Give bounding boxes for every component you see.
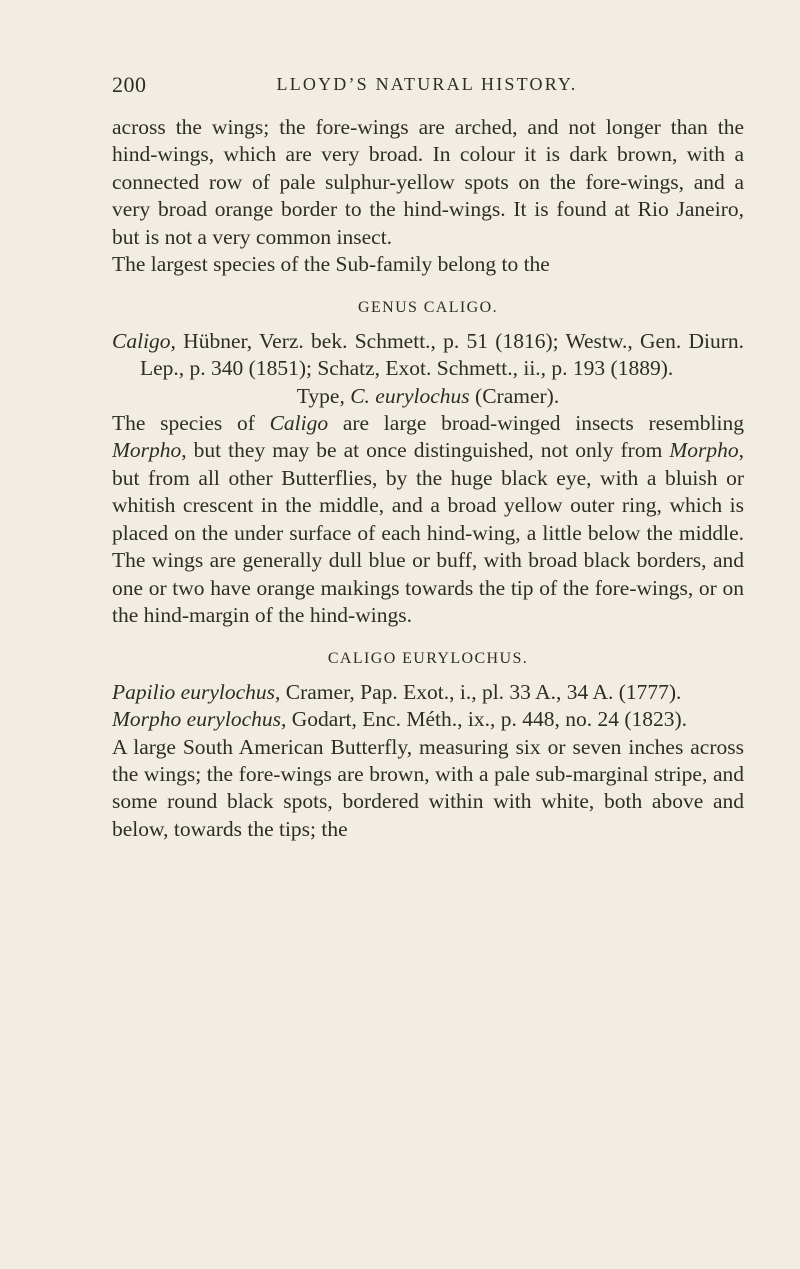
genus-desc-part-4: , but from all other Butterflies, by the huge black eye, with a bluish or whitish crescent in the middle, and a broad yellow outer ring, which is placed on the under surface of each hind-wing, a little below the middle. The wings are generally dull blue or buff, with broad black borders, and one or two have orange maıkings towards the tip of the fore-wings, or on the hind-margin of the hind-wings. xyxy=(112,438,744,627)
genus-desc-part-2: are large broad-winged insects resembling xyxy=(328,411,744,436)
species-description: A large South American Butterfly, measuring six or seven inches across the wings; the fore-wings are brown, with a pale sub-marginal stripe, and some round black spots, bordered within with white, both above and below, towards the tips; the xyxy=(112,734,744,841)
body-text xyxy=(112,114,744,843)
genus-desc-morpho-2: Morpho xyxy=(669,438,739,463)
type-species-name: C. eurylochus xyxy=(350,383,470,408)
genus-desc-caligo: Caligo xyxy=(269,411,329,436)
genus-citation-name: Caligo, xyxy=(112,328,176,353)
synonym-morpho-name: Morpho eurylochus xyxy=(112,707,281,732)
genus-citation xyxy=(112,328,744,383)
genus-desc-part-1: The species of xyxy=(112,411,270,436)
largest-species-text: The largest species of the Sub-family belong to the xyxy=(112,252,550,277)
genus-citation-rest: Hübner, Verz. bek. Schmett., p. 51 (1816); Westw., Gen. Diurn. Lep., p. 340 (1851); Schatz, Exot. Schmett., ii., p. 193 (1889). xyxy=(140,328,744,381)
synonym-papilio-rest: , Cramer, Pap. Exot., i., pl. 33 A., 34 A. (1777). xyxy=(275,679,682,704)
synonym-papilio xyxy=(112,679,744,706)
genus-type-line xyxy=(112,383,744,410)
type-prefix: Type, xyxy=(296,383,351,408)
genus-description xyxy=(112,410,744,629)
genus-desc-part-3: , but they may be at once distinguished, not only from xyxy=(181,438,670,463)
genus-heading: GENUS CALIGO. xyxy=(358,299,498,317)
type-suffix: (Cramer). xyxy=(469,383,560,408)
largest-species-line xyxy=(112,251,744,278)
synonym-morpho-rest: , Godart, Enc. Méth., ix., p. 448, no. 24 (1823). xyxy=(281,707,688,732)
genus-desc-morpho-1: Morpho xyxy=(112,438,182,463)
synonym-morpho xyxy=(112,706,744,733)
synonym-papilio-name: Papilio eurylochus xyxy=(112,679,276,704)
page-header xyxy=(112,72,702,106)
species-heading: CALIGO EURYLOCHUS. xyxy=(327,650,529,668)
continuation-paragraph: across the wings; the fore-wings are arched, and not longer than the hind-wings, which are very broad. In colour it is dark brown, with a connected row of pale sulphur-yellow spots on the fore-wings, and a very broad orange border to the hind-wings. It is found at Rio Janeiro, but is not a very common insect. xyxy=(112,115,744,249)
running-head: LLOYD’S NATURAL HISTORY. xyxy=(276,74,578,94)
page-number: 200 xyxy=(112,72,147,97)
